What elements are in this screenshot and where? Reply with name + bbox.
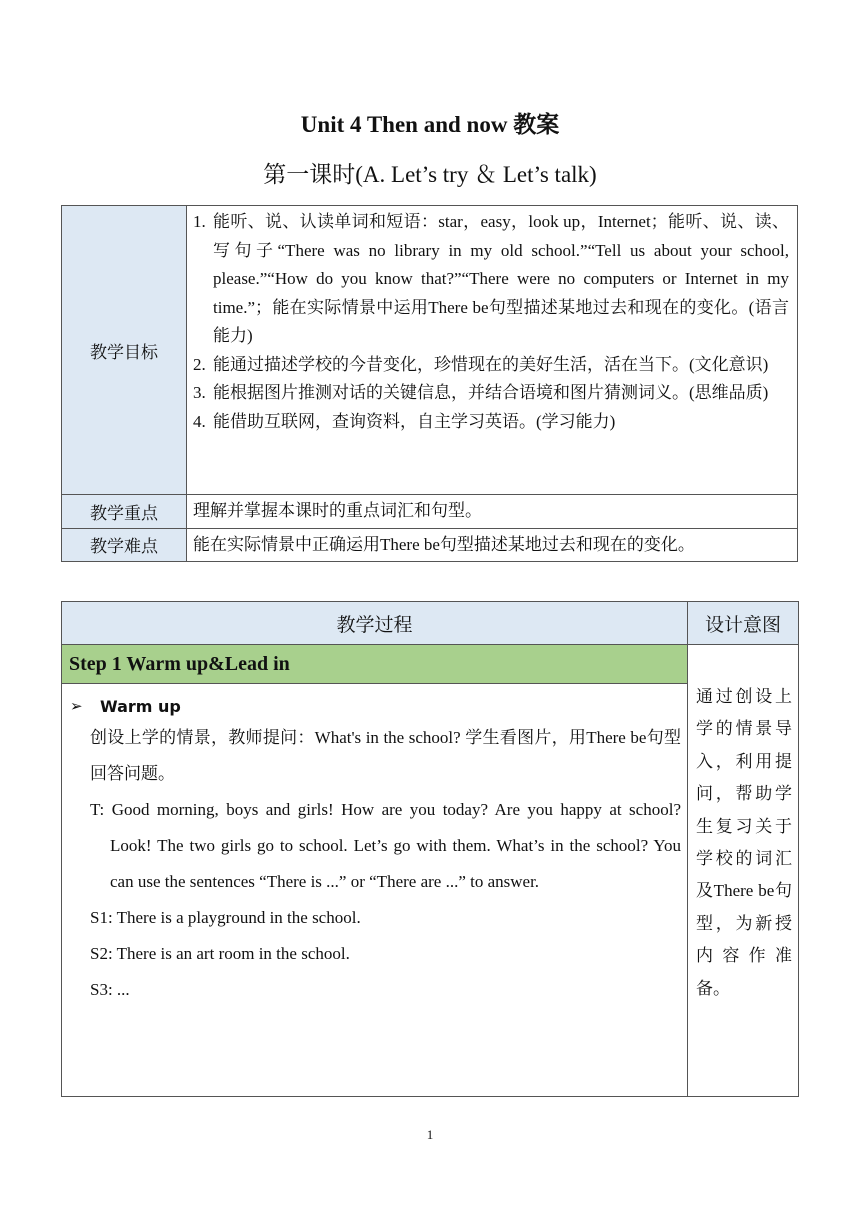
process-table [61,601,799,1097]
objective-item: 1. 能听、说、认读单词和短语：star，easy，look up，Internet；能听、说、读、写句子“There was no library in my old school.”“Tell us about your school, please.”“How do you know that?”“There were no computers or Internet in my time.”；能在实际情景中运用There be句型描述某地过去和现在的变化。(语言能力) [193,212,789,345]
dialogue-line: S2: There is an art room in the school. [90,944,350,963]
intent-header: 设计意图 [688,602,799,645]
objective-item: 2. 能通过描述学校的今昔变化，珍惜现在的美好生活，活在当下。(文化意识) [193,354,769,374]
design-intent-text: 通过创设上学的情景导入，利用提问，帮助学生复习关于学校的词汇及There be句型，为新授内容作准备。 [688,645,799,1097]
arrow-bullet-icon: ➢ [70,697,83,715]
step-title: Step 1 Warm up&Lead in [62,645,688,684]
dialogue-line: T: Good morning, boys and girls! How are you today? Are you happy at school? Look! The two girls go to school. Let’s go with them. What’s in the school? You can use the sentences “There is ...” or “There are ...” to answer. [90,800,681,891]
key-points-text: 理解并掌握本课时的重点词汇和句型。 [187,495,798,529]
document-title: Unit 4 Then and now 教案 [300,112,560,137]
objective-item: 4. 能借助互联网，查询资料，自主学习英语。(学习能力) [193,411,616,431]
objectives-table [61,205,798,562]
step-body [62,684,688,1097]
page-number: 1 [426,1127,434,1142]
intro-paragraph: 创设上学的情景，教师提问：What's in the school? 学生看图片，用There be句型回答问题。 [90,728,681,783]
objectives-content [187,206,798,495]
document-subtitle: 第一课时(A. Let’s try ＆ Let’s talk) [263,162,597,187]
difficulty-label: 教学难点 [62,528,187,562]
difficulty-text: 能在实际情景中正确运用There be句型描述某地过去和现在的变化。 [187,528,798,562]
bullet-item [70,692,681,720]
objective-item: 3. 能根据图片推测对话的关键信息，并结合语境和图片猜测词义。(思维品质) [193,383,769,402]
process-header: 教学过程 [62,602,688,645]
objectives-label: 教学目标 [62,206,187,495]
dialogue-line: S3: ... [90,980,130,999]
dialogue-line: S1: There is a playground in the school. [90,908,361,927]
key-points-label: 教学重点 [62,495,187,529]
bullet-label: Warm up [100,696,181,716]
